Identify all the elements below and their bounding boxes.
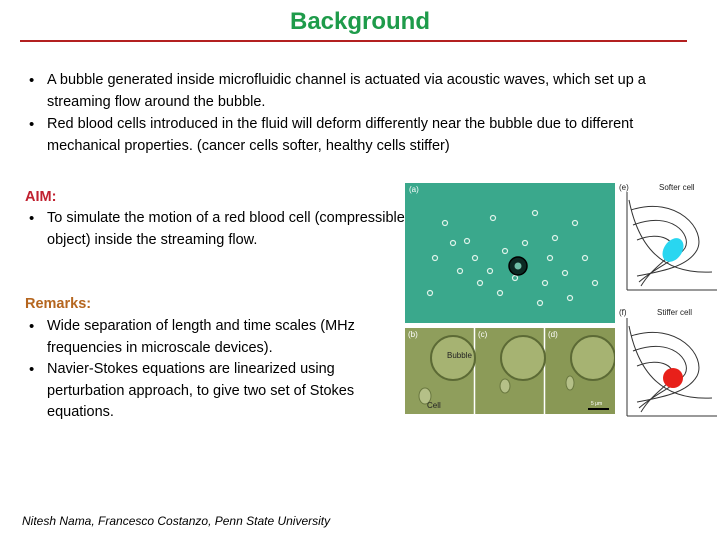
softer-cell-label: Softer cell	[659, 183, 695, 192]
footer-authors: Nitesh Nama, Francesco Costanzo, Penn State University	[22, 514, 331, 528]
micrograph-bcd-image	[405, 328, 615, 414]
aim-heading: AIM:	[25, 189, 57, 205]
aim-bullet: • To simulate the motion of a red blood cell (compressible object) inside the streaming flow.	[25, 208, 405, 251]
remarks-bullet: • Navier-Stokes equations are linearized using perturbation approach, to give two set of Stokes equations.	[25, 359, 395, 424]
panel-a-label: (a)	[409, 185, 419, 194]
panel-b-label: (b)	[408, 330, 418, 339]
slide-title: Background	[289, 8, 430, 35]
panel-c-label: (c)	[478, 330, 488, 339]
streamline-diagrams-image	[617, 180, 720, 420]
title-divider	[20, 40, 687, 42]
streamline-diagrams	[617, 180, 720, 420]
micrograph-a-image	[405, 183, 615, 323]
bubble-highlight	[515, 263, 522, 270]
remarks-bullet: • Wide separation of length and time scales (MHz frequencies in microscale devices).	[25, 316, 395, 359]
micrograph-panel-a	[405, 183, 615, 323]
scale-label: 5 μm	[591, 401, 603, 407]
bubble-label: Bubble	[447, 351, 472, 360]
bubble-closeup-d	[571, 336, 615, 380]
aim-bullet-list	[25, 208, 405, 251]
cell-label: Cell	[427, 401, 441, 410]
cell-closeup-c	[500, 379, 510, 393]
panel-d-label: (d)	[548, 330, 558, 339]
stiffer-cell-shape	[663, 368, 683, 388]
remarks-bullet-list	[25, 316, 395, 424]
background-bullet-list	[25, 70, 685, 158]
stiffer-cell-label: Stiffer cell	[657, 308, 692, 317]
remarks-heading: Remarks:	[25, 296, 92, 312]
cell-closeup-d	[566, 376, 574, 390]
panel-f-label: (f)	[619, 308, 627, 317]
background-bullet: • A bubble generated inside microfluidic channel is actuated via acoustic waves, which set up a streaming flow around the bubble.	[25, 70, 685, 113]
micrograph-panels-bcd	[405, 328, 615, 414]
panel-e-label: (e)	[619, 183, 629, 192]
background-bullet: • Red blood cells introduced in the fluid will deform differently near the bubble due to different mechanical properties. (cancer cells softer, healthy cells stiffer)	[25, 114, 685, 157]
bubble-closeup-c	[501, 336, 545, 380]
streamlines-f	[627, 318, 717, 416]
